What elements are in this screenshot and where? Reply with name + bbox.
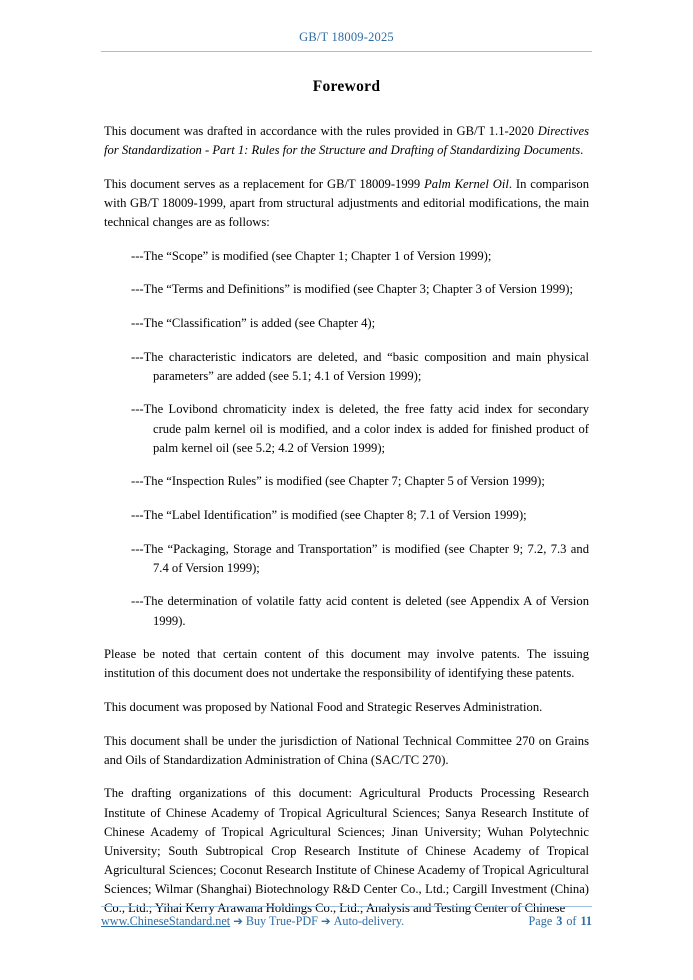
footer-divider <box>101 906 592 907</box>
list-item: ---The determination of volatile fatty acid content is deleted (see Appendix A of Version 1999). <box>131 594 589 628</box>
paragraph-drafting-rules <box>104 122 589 160</box>
list-item: ---The “Packaging, Storage and Transportation” is modified (see Chapter 9; 7.2, 7.3 and 7.4 of Version 1999); <box>131 541 589 575</box>
page-title: Foreword <box>312 78 381 95</box>
page-of-label: of <box>566 914 577 928</box>
page-total: 11 <box>580 914 592 928</box>
footer-promo <box>101 914 404 929</box>
page-label: Page <box>528 914 553 928</box>
technical-changes-list <box>104 247 589 631</box>
paragraph-patent-notice: Please be noted that certain content of this document may involve patents. The issuing institution of this document does not undertake the responsibility of identifying these patents. <box>104 647 589 681</box>
paragraph-drafting-organizations: The drafting organizations of this document: Agricultural Products Processing Research Institute of Chinese Academy of Tropical Agricultural Sciences; Sanya Research Institute of Chinese Academy of Tropical Agricultural Sciences; Jinan University; Wuhan Polytechnic University; South Subtropical Crop Research Institute of Chinese Academy of Tropical Agricultural Sciences; Coconut Research Institute of Chinese Academy of Tropical Agricultural Sciences; Wilmar (Shanghai) Biotechnology R&D Center Co., Ltd.; Cargill Investment (China) Co., Ltd.; Yihai Kerry Arawana Holdings Co., Ltd.; Analysis and Testing Center of Chinese <box>104 786 589 916</box>
paragraph-text: This document was drafted in accordance with the rules provided in GB/T 1.1-2020 <box>104 124 538 138</box>
arrow-right-icon: ➔ <box>320 914 331 928</box>
arrow-right-icon: ➔ <box>233 914 243 928</box>
paragraph-text-tail: . In comparison with GB/T 18009-1999, apart from structural adjustments and editorial modifications, the main technical changes are as follows: <box>104 176 590 230</box>
paragraph-jurisdiction: This document shall be under the jurisdiction of National Technical Committee 270 on Grains and Oils of Standardization Administration of China (SAC/TC 270). <box>104 733 589 767</box>
footer-site-link[interactable]: www.ChineseStandard.net <box>101 914 231 928</box>
page-number: 3 <box>556 914 563 928</box>
replaced-standard-title-italic: Palm Kernel Oil <box>424 176 509 191</box>
list-item: ---The Lovibond chromaticity index is deleted, the free fatty acid index for secondary crude palm kernel oil is modified, and a color index is added for finished product of palm kernel oil (see 5.2; 4.2 of Version 1999); <box>131 402 589 455</box>
list-item: ---The “Inspection Rules” is modified (see Chapter 7; Chapter 5 of Version 1999); <box>131 474 545 489</box>
paragraph-text: This document serves as a replacement for GB/T 18009-1999 <box>104 176 425 191</box>
paragraph-replacement <box>104 175 589 232</box>
list-item: ---The characteristic indicators are deleted, and “basic composition and main physical parameters” are added (see 5.1; 4.1 of Version 1999); <box>131 349 589 383</box>
standard-title-italic: Directives for Standardization - Part 1: Rules for the Structure and Drafting of Standardizing Documents <box>104 124 589 158</box>
list-item: ---The “Scope” is modified (see Chapter 1; Chapter 1 of Version 1999); <box>131 248 492 263</box>
document-body <box>104 78 589 918</box>
footer-promo-buy-pdf: Buy True-PDF <box>245 914 318 928</box>
footer-promo-auto-delivery: Auto-delivery. <box>333 914 405 928</box>
list-item: ---The “Terms and Definitions” is modified (see Chapter 3; Chapter 3 of Version 1999); <box>131 282 573 297</box>
paragraph-text-tail: . <box>580 143 584 158</box>
list-item: ---The “Label Identification” is modified (see Chapter 8; 7.1 of Version 1999); <box>131 507 527 522</box>
header-standard-number: GB/T 18009-2025 <box>299 30 394 44</box>
paragraph-proposed-by: This document was proposed by National Food and Strategic Reserves Administration. <box>104 699 543 714</box>
footer-row <box>101 914 592 929</box>
header-divider <box>101 51 592 52</box>
page-footer <box>101 906 592 929</box>
list-item: ---The “Classification” is added (see Chapter 4); <box>131 315 376 330</box>
page-header <box>101 30 592 60</box>
page-indicator <box>529 914 592 929</box>
